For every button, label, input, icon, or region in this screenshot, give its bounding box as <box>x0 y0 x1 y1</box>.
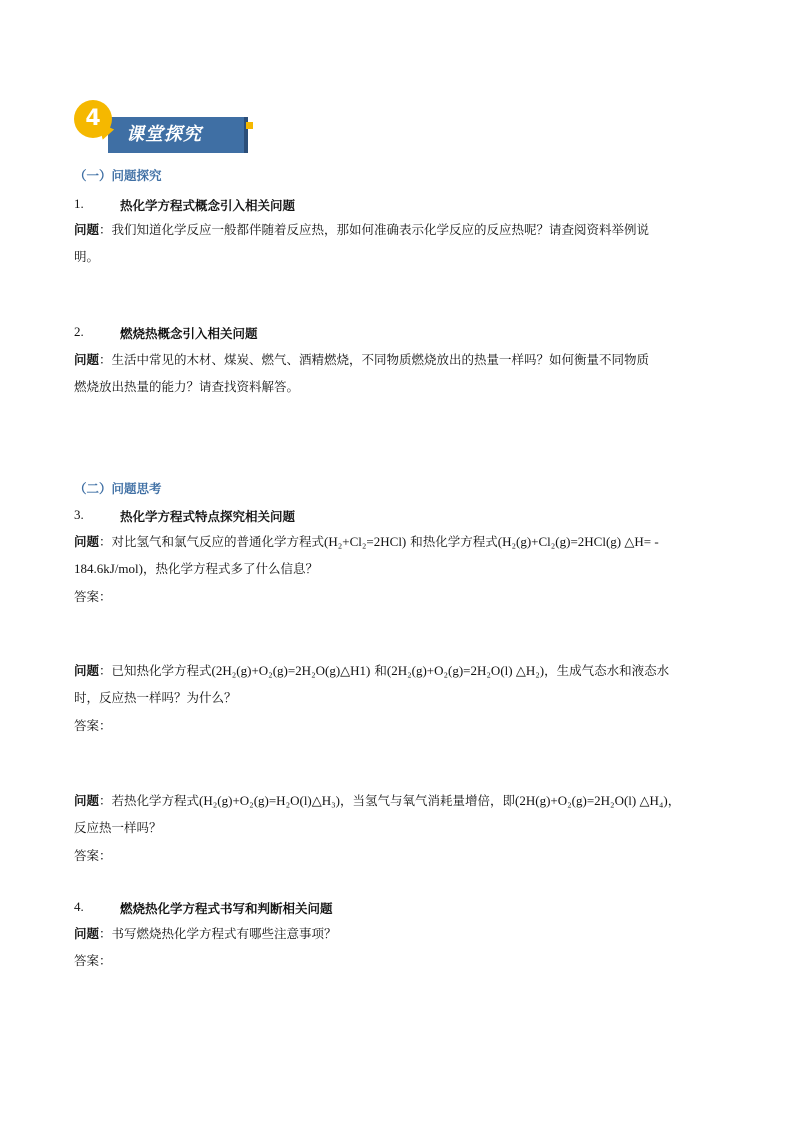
answer-label-4: 答案： <box>74 953 112 968</box>
question-3c-body-c: ， <box>667 793 681 808</box>
answer-label-3a: 答案： <box>74 589 112 604</box>
answer-label-3c: 答案： <box>74 848 112 863</box>
question-1-body: ：我们知道化学反应一般都伴随着反应热，那如何准确表示化学反应的反应热呢？请查阅资料举例说 <box>99 222 650 237</box>
question-label: 问题 <box>74 534 100 549</box>
question-3a-body-b: 和热化学方程式 <box>406 534 498 549</box>
subsection-heading-inquiry: （一）问题探究 <box>74 168 162 183</box>
question-3b-body: ：已知热化学方程式 <box>99 663 212 678</box>
question-title-4: 燃烧热化学方程式书写和判断相关问题 <box>120 901 333 916</box>
question-4-text <box>74 926 337 942</box>
question-label: 问题 <box>74 926 100 941</box>
section-title: 课堂探究 <box>126 124 202 145</box>
formula-doubled-reaction: (2H(g)+O₂(g)=2H₂O(l) △H₄) <box>515 793 668 808</box>
question-1-text-line2: 明。 <box>74 249 100 264</box>
formula-thermochemical-equation: (H₂(g)+Cl₂(g)=2HCl(g) △H= - <box>497 534 659 549</box>
question-3c-body: ：若热化学方程式 <box>99 793 200 808</box>
formula-gaseous-water: (2H₂(g)+O₂(g)=2H₂O(g)△H1) <box>211 663 371 678</box>
question-3b-body-c: ，生成气态水和液态水 <box>544 663 670 678</box>
question-3a-text-line1 <box>74 534 659 550</box>
question-number-2: 2. <box>74 324 84 339</box>
formula-h2-o2-reaction: (H₂(g)+O₂(g)=H₂O(l)△H₃) <box>199 793 341 808</box>
question-number-4: 4. <box>74 899 84 914</box>
section-number-badge: 4 <box>74 100 112 138</box>
question-1-text-line1 <box>74 222 649 238</box>
question-3c-body-b: ，当氢气与氧气消耗量增倍，即 <box>340 793 516 808</box>
question-3c-text-line2: 反应热一样吗？ <box>74 820 162 835</box>
question-title-2: 燃烧热概念引入相关问题 <box>120 326 258 341</box>
question-label: 问题 <box>74 222 100 237</box>
question-number-3: 3. <box>74 507 84 522</box>
question-2-text-line1 <box>74 352 649 368</box>
question-3b-text-line1 <box>74 663 669 679</box>
answer-label-3b: 答案： <box>74 718 112 733</box>
question-label: 问题 <box>74 793 100 808</box>
question-label: 问题 <box>74 352 100 367</box>
question-3b-body-b: 和 <box>370 663 387 678</box>
question-2-text-line2: 燃烧放出热量的能力？请查找资料解答。 <box>74 379 300 394</box>
formula-enthalpy-value: 184.6kJ/mol) <box>74 561 143 576</box>
question-title-3: 热化学方程式特点探究相关问题 <box>120 509 296 524</box>
question-label: 问题 <box>74 663 100 678</box>
question-2-body: ：生活中常见的木材、煤炭、燃气、酒精燃烧，不同物质燃烧放出的热量一样吗？如何衡量不同物质 <box>99 352 650 367</box>
question-3c-text-line1 <box>74 793 680 809</box>
formula-ordinary-equation: (H₂+Cl₂=2HCl) <box>324 534 407 549</box>
question-3b-text-line2: 时，反应热一样吗？为什么？ <box>74 690 237 705</box>
question-3a-body: ：对比氢气和氯气反应的普通化学方程式 <box>99 534 325 549</box>
banner-accent-square <box>246 122 253 129</box>
formula-liquid-water: (2H₂(g)+O₂(g)=2H₂O(l) △H₂) <box>386 663 545 678</box>
subsection-heading-thinking: （二）问题思考 <box>74 481 162 496</box>
question-3a-text-line2 <box>74 561 318 577</box>
question-title-1: 热化学方程式概念引入相关问题 <box>120 198 296 213</box>
question-4-body: ：书写燃烧热化学方程式有哪些注意事项？ <box>99 926 337 941</box>
question-number-1: 1. <box>74 196 84 211</box>
question-3a-body-c: ，热化学方程式多了什么信息？ <box>142 561 318 576</box>
